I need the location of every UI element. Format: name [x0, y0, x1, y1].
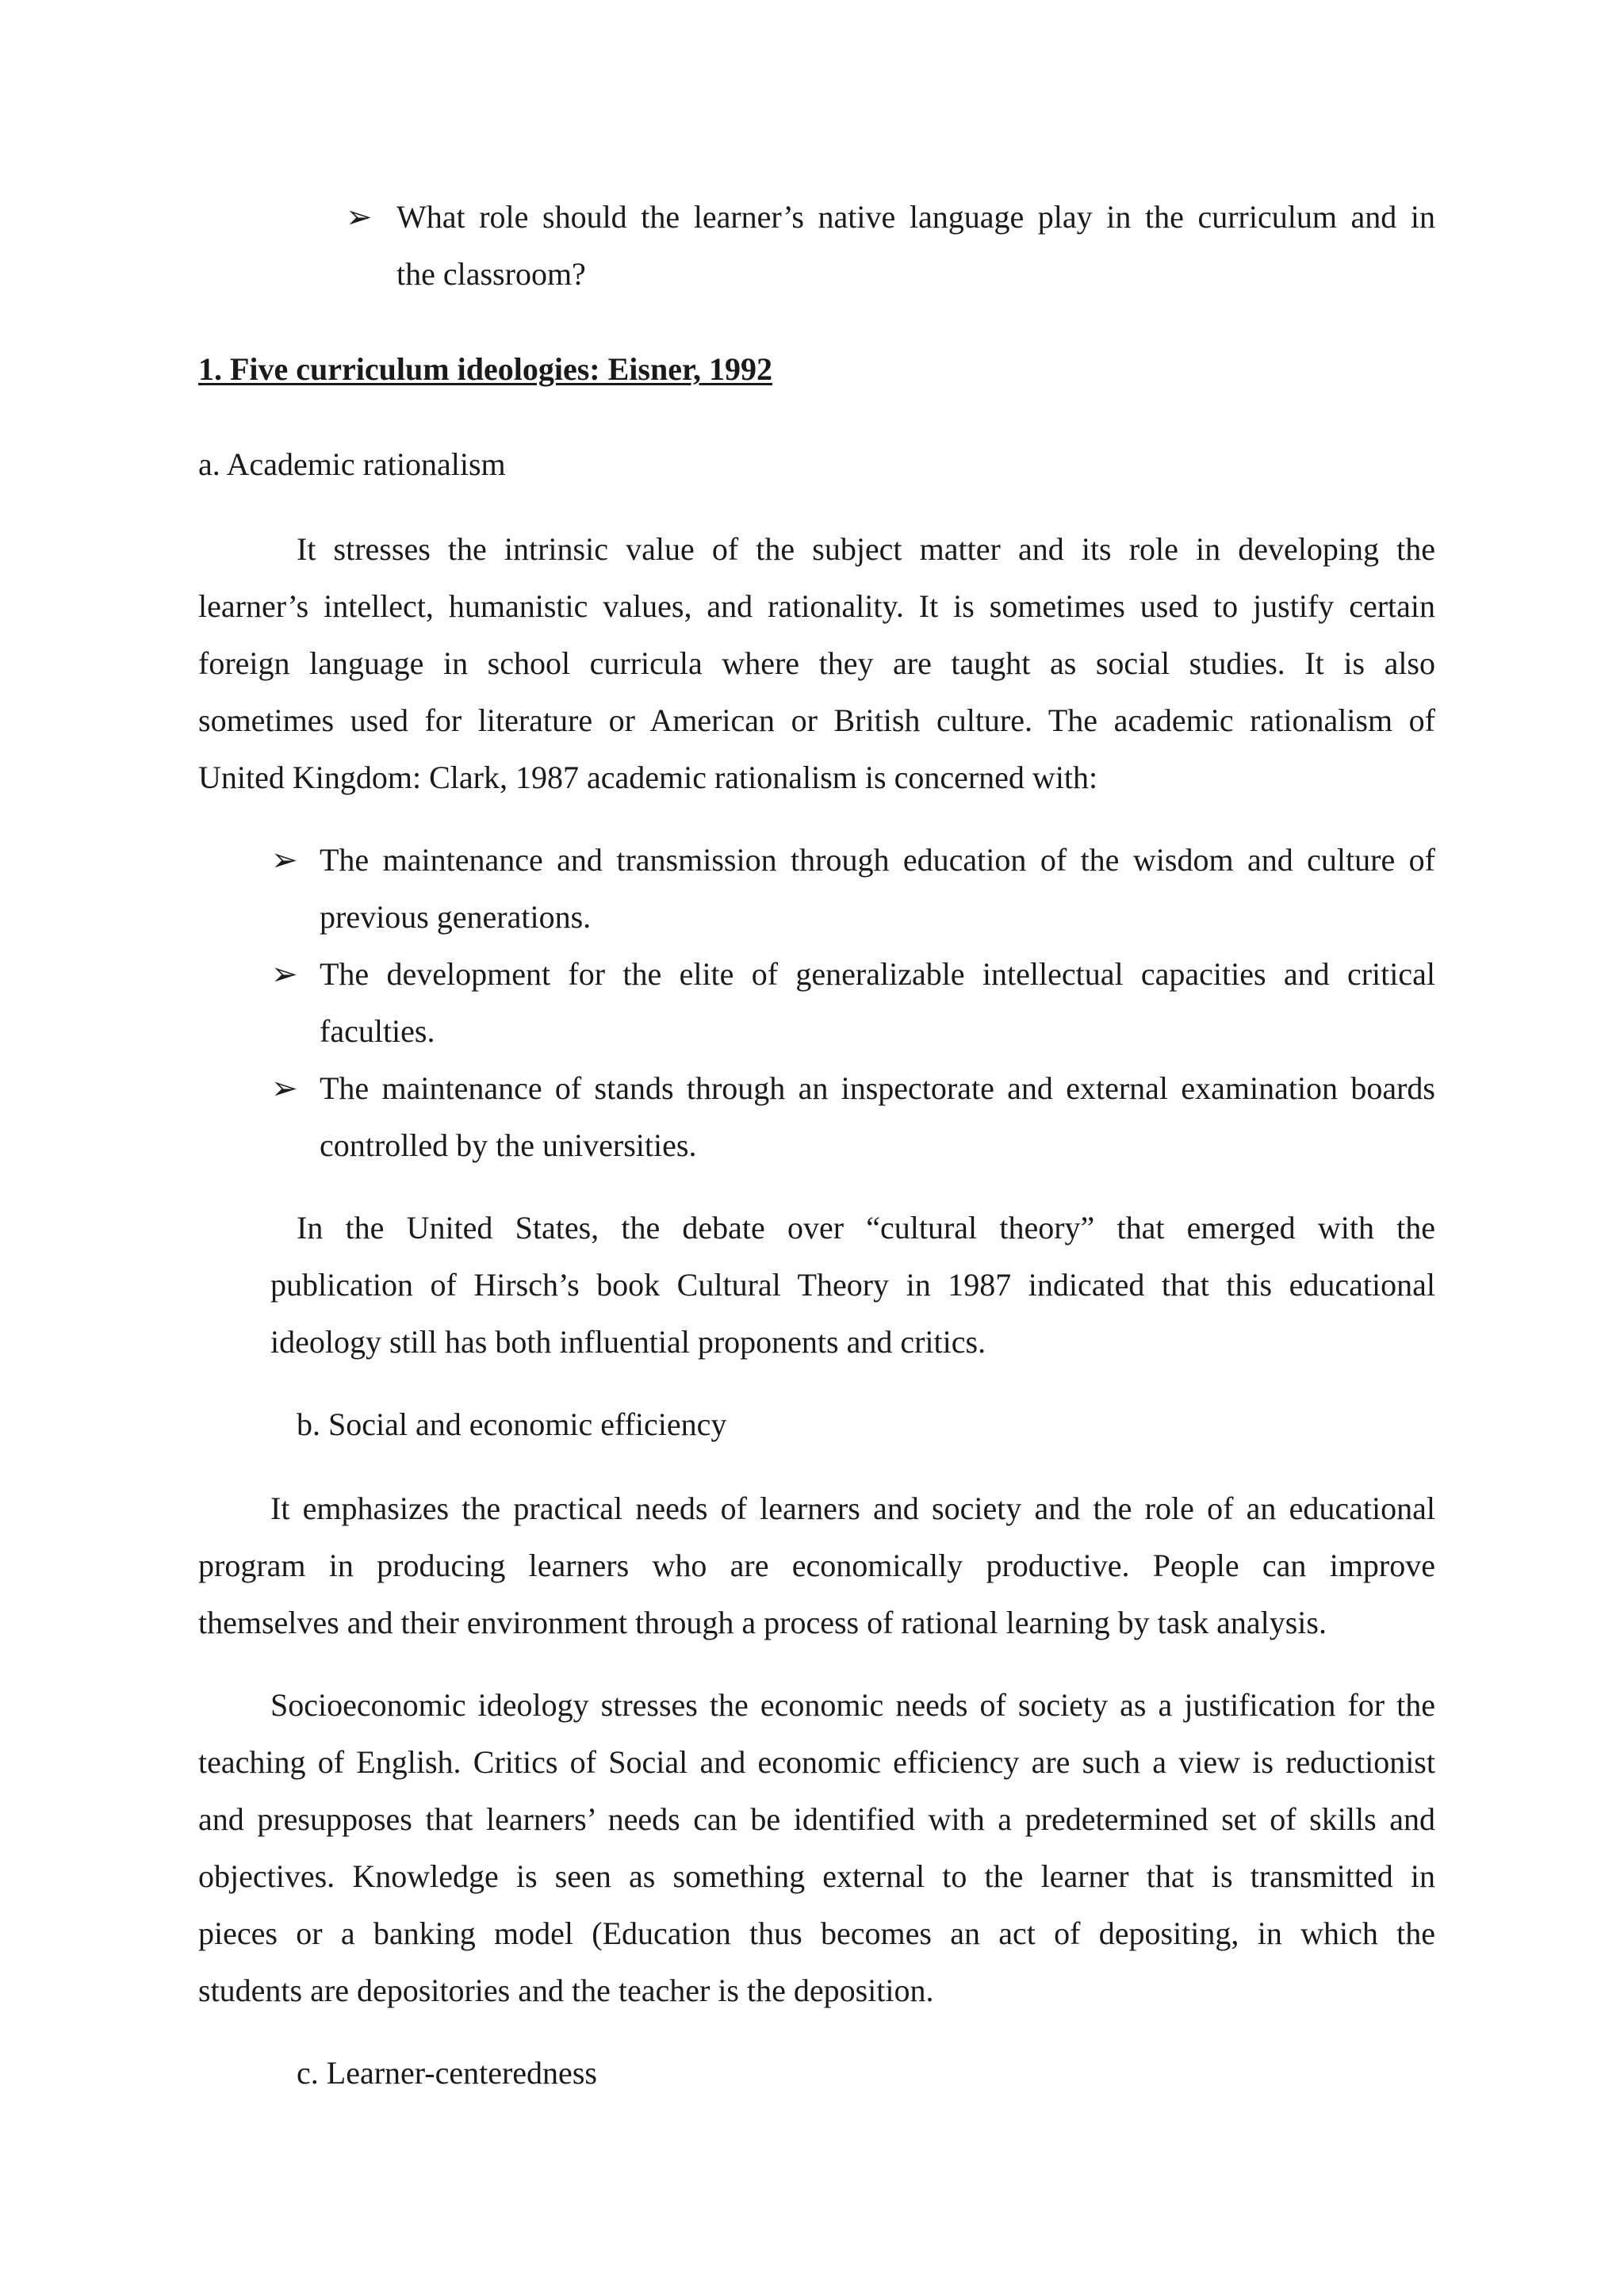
para-a1-line-1: It stresses the intrinsic value of the subject matter and its role in developing the [297, 531, 1435, 567]
para-b2-line-1: Socioeconomic ideology stresses the economic needs of society as a justification for the [270, 1687, 1435, 1723]
para-a1-line-2: learner’s intellect, humanistic values, and rationality. It is sometimes used to justify certain [198, 588, 1435, 624]
para-a2-line-1: In the United States, the debate over “cultural theory” that emerged with the [297, 1210, 1435, 1246]
para-a1-line-5: United Kingdom: Clark, 1987 academic rationalism is concerned with: [198, 760, 1098, 795]
top-bullet-line-1: What role should the learner’s native language play in the curriculum and in [396, 199, 1435, 235]
bullet-arrow-icon: ➢ [271, 842, 298, 878]
para-a2-line-3: ideology still has both influential proponents and critics. [270, 1324, 986, 1360]
bullet-1-line-1: The maintenance and transmission through education of the wisdom and culture of [320, 842, 1435, 878]
para-a2-line-2: publication of Hirsch’s book Cultural Theory in 1987 indicated that this educational [270, 1267, 1435, 1303]
subsection-a-heading: a. Academic rationalism [198, 446, 506, 482]
bullet-3-line-1: The maintenance of stands through an inspectorate and external examination boards [320, 1070, 1435, 1106]
para-a1-line-4: sometimes used for literature or American or British culture. The academic rationalism of [198, 702, 1435, 738]
section-heading: 1. Five curriculum ideologies: Eisner, 1992 [198, 351, 773, 387]
subsection-b-heading: b. Social and economic efficiency [297, 1406, 727, 1442]
bullet-arrow-icon: ➢ [271, 956, 298, 993]
para-b2-line-6: students are depositories and the teacher is the deposition. [198, 1973, 934, 2008]
bullet-1-line-2: previous generations. [320, 899, 592, 935]
para-b1-line-3: themselves and their environment through a process of rational learning by task analysis. [198, 1605, 1327, 1640]
bullet-2-line-1: The development for the elite of generalizable intellectual capacities and critical [320, 956, 1435, 992]
bullet-2-line-2: faculties. [320, 1013, 435, 1049]
bullet-arrow-icon: ➢ [346, 199, 373, 235]
para-b1-line-1: It emphasizes the practical needs of learners and society and the role of an educational [270, 1490, 1435, 1526]
para-b2-line-2: teaching of English. Critics of Social and economic efficiency are such a view is reductionist [198, 1744, 1435, 1780]
para-b1-line-2: program in producing learners who are economically productive. People can improve [198, 1548, 1435, 1583]
para-b2-line-5: pieces or a banking model (Education thus becomes an act of depositing, in which the [198, 1915, 1435, 1951]
bullet-arrow-icon: ➢ [271, 1070, 298, 1107]
para-a1-line-3: foreign language in school curricula where they are taught as social studies. It is also [198, 645, 1435, 681]
top-bullet-line-2: the classroom? [396, 256, 586, 292]
para-b2-line-4: objectives. Knowledge is seen as something external to the learner that is transmitted in [198, 1858, 1435, 1894]
bullet-3-line-2: controlled by the universities. [320, 1127, 697, 1163]
subsection-c-heading: c. Learner-centeredness [297, 2055, 597, 2091]
para-b2-line-3: and presupposes that learners’ needs can be identified with a predetermined set of skills and [198, 1801, 1435, 1837]
